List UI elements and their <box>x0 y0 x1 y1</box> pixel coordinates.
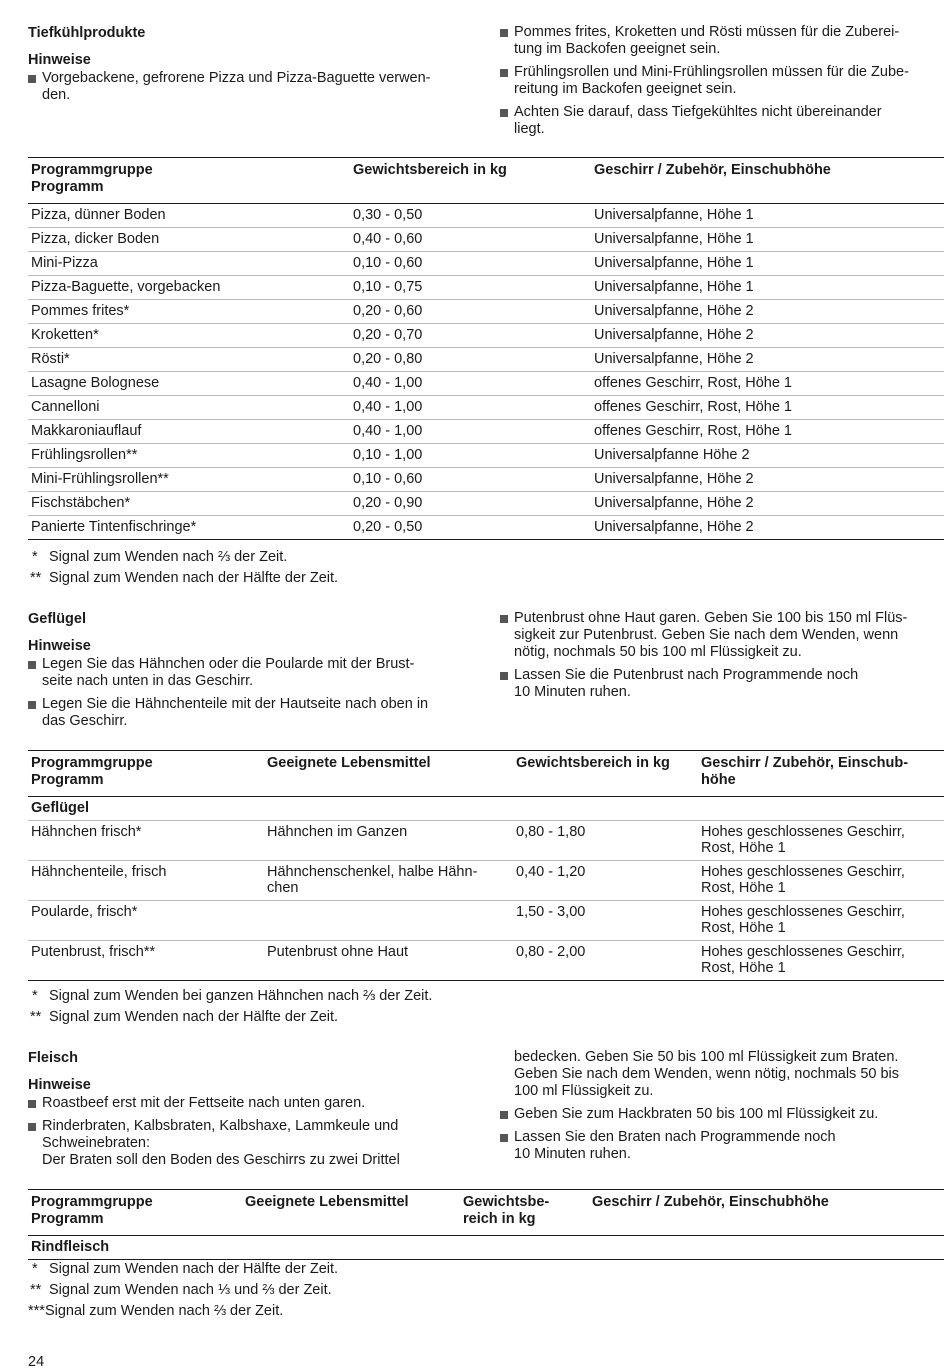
bullet-square-icon <box>28 75 36 83</box>
table-cell: 0,10 - 1,00 <box>350 444 591 468</box>
footnotes <box>28 1261 338 1324</box>
table-cell: Universalpfanne, Höhe 2 <box>591 468 944 492</box>
column-header: Geschirr / Zubehör, Einschubhöhe <box>589 1190 944 1236</box>
table-row <box>28 444 944 468</box>
table-cell: Mini-Frühlingsrollen** <box>28 468 350 492</box>
frozen-products-table <box>28 157 944 540</box>
table-cell: offenes Geschirr, Rost, Höhe 1 <box>591 420 944 444</box>
table-cell: Hähnchen frisch* <box>28 821 264 861</box>
footnote <box>28 1261 338 1278</box>
table-cell: Makkaroniauflauf <box>28 420 350 444</box>
table-cell: 0,10 - 0,60 <box>350 252 591 276</box>
footnote-marker: * <box>32 988 38 1004</box>
table-cell: Pizza, dicker Boden <box>28 228 350 252</box>
hint-item <box>500 1106 945 1123</box>
column-header: Geschirr / Zubehör, Einschub- höhe <box>698 751 944 797</box>
hint-item <box>28 70 468 104</box>
frozen-hints-left <box>28 24 468 110</box>
bullet-square-icon <box>28 1100 36 1108</box>
hint-text: Vorgebackene, gefrorene Pizza und Pizza-Baguette verwen- den. <box>42 70 431 103</box>
footnote-marker: ** <box>30 1009 42 1025</box>
table-cell: 1,50 - 3,00 <box>513 901 698 941</box>
hint-text: Pommes frites, Kroketten und Rösti müssen für die Zuberei- tung im Backofen geeignet sein. <box>514 24 900 57</box>
hint-text: Putenbrust ohne Haut garen. Geben Sie 100 bis 150 ml Flüs- sigkeit zur Putenbrust. Geben Sie nach dem Wenden, wenn nötig, nochmals 50 bis 100 ml Flüssigkeit zu. <box>514 610 908 660</box>
column-header: Gewichtsbereich in kg <box>513 751 698 797</box>
table-cell: 0,40 - 0,60 <box>350 228 591 252</box>
table-cell: 0,10 - 0,60 <box>350 468 591 492</box>
table-cell: Universalpfanne Höhe 2 <box>591 444 944 468</box>
hint-item <box>500 24 945 58</box>
footnote-text: Signal zum Wenden nach ⅔ der Zeit. <box>49 549 288 565</box>
column-header: Programmgruppe Programm <box>28 158 350 204</box>
table-cell: Hohes geschlossenes Geschirr, Rost, Höhe 1 <box>698 861 944 901</box>
footnotes <box>28 549 338 591</box>
hint-item <box>500 64 945 98</box>
footnote <box>28 988 432 1005</box>
group-row <box>28 797 944 821</box>
table-row <box>28 228 944 252</box>
meat-hints-right <box>500 1049 945 1169</box>
footnote-text: Signal zum Wenden bei ganzen Hähnchen nach ⅔ der Zeit. <box>49 988 433 1004</box>
table-cell: 0,10 - 0,75 <box>350 276 591 300</box>
table-cell: 0,20 - 0,90 <box>350 492 591 516</box>
hint-item <box>28 696 468 730</box>
section-title: Geflügel <box>28 611 87 627</box>
group-label: Geflügel <box>28 797 944 821</box>
table-cell: 0,20 - 0,50 <box>350 516 591 540</box>
hint-list <box>28 70 468 104</box>
hint-text: Roastbeef erst mit der Fettseite nach unten garen. <box>42 1095 366 1111</box>
table-cell: Kroketten* <box>28 324 350 348</box>
table-cell: 0,40 - 1,00 <box>350 372 591 396</box>
hint-list <box>28 1095 468 1169</box>
column-header: Gewichtsbe- reich in kg <box>460 1190 589 1236</box>
poultry-table <box>28 750 944 981</box>
table-cell: Universalpfanne, Höhe 1 <box>591 276 944 300</box>
footnote-text: Signal zum Wenden nach ⅓ und ⅔ der Zeit. <box>49 1282 332 1298</box>
table-cell: Poularde, frisch* <box>28 901 264 941</box>
column-header: Programmgruppe Programm <box>28 1190 242 1236</box>
table-cell: 0,40 - 1,00 <box>350 420 591 444</box>
table-row <box>28 492 944 516</box>
table-cell: Hähnchen im Ganzen <box>264 821 513 861</box>
table-row <box>28 252 944 276</box>
group-label: Rindfleisch <box>28 1236 944 1260</box>
poultry-hints-left <box>28 610 468 736</box>
table-row <box>28 276 944 300</box>
bullet-square-icon <box>500 1134 508 1142</box>
bullet-square-icon <box>28 1123 36 1131</box>
table-cell: 0,30 - 0,50 <box>350 204 591 228</box>
table-cell: Hohes geschlossenes Geschirr, Rost, Höhe 1 <box>698 901 944 941</box>
footnote-text: Signal zum Wenden nach der Hälfte der Zeit. <box>49 570 339 586</box>
footnotes <box>28 988 432 1030</box>
table-cell: Rösti* <box>28 348 350 372</box>
table-cell: Putenbrust, frisch** <box>28 941 264 981</box>
bullet-square-icon <box>500 1111 508 1119</box>
footnote <box>28 1009 432 1026</box>
table-cell: 0,40 - 1,20 <box>513 861 698 901</box>
table-cell: Hohes geschlossenes Geschirr, Rost, Höhe 1 <box>698 941 944 981</box>
table-cell: Universalpfanne, Höhe 2 <box>591 300 944 324</box>
table-cell: Hähnchenschenkel, halbe Hähn- chen <box>264 861 513 901</box>
table-row <box>28 901 944 941</box>
table-cell: 0,20 - 0,80 <box>350 348 591 372</box>
hint-text: Rinderbraten, Kalbsbraten, Kalbshaxe, Lammkeule und Schweinebraten: Der Braten soll den Boden des Geschirrs zu zwei Drittel <box>42 1118 400 1168</box>
table-row <box>28 516 944 540</box>
table-cell: 0,40 - 1,00 <box>350 396 591 420</box>
hint-text: Geben Sie zum Hackbraten 50 bis 100 ml Flüssigkeit zu. <box>514 1106 879 1122</box>
table-row <box>28 468 944 492</box>
table-cell: offenes Geschirr, Rost, Höhe 1 <box>591 372 944 396</box>
table-cell: Universalpfanne, Höhe 1 <box>591 252 944 276</box>
hint-item <box>28 1095 468 1112</box>
table-row <box>28 821 944 861</box>
table-cell: Pizza, dünner Boden <box>28 204 350 228</box>
footnote-text: Signal zum Wenden nach der Hälfte der Zeit. <box>49 1261 339 1277</box>
table-cell: Universalpfanne, Höhe 2 <box>591 348 944 372</box>
hint-text: Legen Sie das Hähnchen oder die Poularde mit der Brust- seite nach unten in das Geschirr. <box>42 656 415 689</box>
table-row <box>28 861 944 901</box>
table-cell: Frühlingsrollen** <box>28 444 350 468</box>
table-cell: Universalpfanne, Höhe 1 <box>591 204 944 228</box>
table-cell: Fischstäbchen* <box>28 492 350 516</box>
table-cell: Panierte Tintenfischringe* <box>28 516 350 540</box>
poultry-hints-right <box>500 610 945 707</box>
bullet-square-icon <box>500 29 508 37</box>
bullet-square-icon <box>500 672 508 680</box>
table-cell: 0,80 - 2,00 <box>513 941 698 981</box>
column-header: Geschirr / Zubehör, Einschubhöhe <box>591 158 944 204</box>
hint-item <box>500 610 945 661</box>
footnote <box>28 549 338 566</box>
table-cell: offenes Geschirr, Rost, Höhe 1 <box>591 396 944 420</box>
page-number: 24 <box>28 1354 45 1370</box>
hint-item <box>28 656 468 690</box>
table-row <box>28 348 944 372</box>
column-header: Geeignete Lebensmittel <box>264 751 513 797</box>
table-row <box>28 204 944 228</box>
table-row <box>28 420 944 444</box>
footnote-marker: ** <box>30 1282 42 1298</box>
hint-list <box>500 610 945 701</box>
table-cell: 0,20 - 0,70 <box>350 324 591 348</box>
footnote <box>28 1282 338 1299</box>
table-row <box>28 324 944 348</box>
hint-list <box>500 1106 945 1163</box>
hint-list <box>500 24 945 138</box>
table-row <box>28 396 944 420</box>
hint-list <box>28 656 468 730</box>
hint-item <box>500 667 945 701</box>
bullet-square-icon <box>28 661 36 669</box>
hint-text: Lassen Sie den Braten nach Programmende noch 10 Minuten ruhen. <box>514 1129 836 1162</box>
hint-text: Achten Sie darauf, dass Tiefgekühltes nicht übereinander liegt. <box>514 104 882 137</box>
hint-item <box>500 1129 945 1163</box>
column-header: Gewichtsbereich in kg <box>350 158 591 204</box>
table-cell: Pizza-Baguette, vorgebacken <box>28 276 350 300</box>
hints-heading: Hinweise <box>28 1077 91 1093</box>
hints-heading: Hinweise <box>28 52 91 68</box>
section-title: Fleisch <box>28 1050 78 1066</box>
table-cell: Universalpfanne, Höhe 2 <box>591 324 944 348</box>
table-cell: 0,20 - 0,60 <box>350 300 591 324</box>
meat-table <box>28 1189 944 1260</box>
table-row <box>28 372 944 396</box>
table-cell <box>264 901 513 941</box>
footnote-marker: * <box>32 549 38 565</box>
table-cell: Hähnchenteile, frisch <box>28 861 264 901</box>
table-cell: Mini-Pizza <box>28 252 350 276</box>
meat-hints-left <box>28 1049 468 1175</box>
table-row <box>28 941 944 981</box>
bullet-square-icon <box>28 701 36 709</box>
bullet-square-icon <box>500 109 508 117</box>
footnote <box>28 570 338 587</box>
footnote-marker: ** <box>30 570 42 586</box>
hints-heading: Hinweise <box>28 638 91 654</box>
section-title: Tiefkühlprodukte <box>28 25 146 41</box>
column-header: Geeignete Lebensmittel <box>242 1190 460 1236</box>
bullet-square-icon <box>500 69 508 77</box>
table-cell: Lasagne Bolognese <box>28 372 350 396</box>
table-cell: 0,80 - 1,80 <box>513 821 698 861</box>
footnote-marker: * <box>32 1261 38 1277</box>
hint-text: Legen Sie die Hähnchenteile mit der Hautseite nach oben in das Geschirr. <box>42 696 429 729</box>
hint-text: Lassen Sie die Putenbrust nach Programmende noch 10 Minuten ruhen. <box>514 667 859 700</box>
footnote-text: Signal zum Wenden nach ⅔ der Zeit. <box>44 1303 284 1319</box>
table-row <box>28 300 944 324</box>
hint-text: Frühlingsrollen und Mini-Frühlingsrollen müssen für die Zube- reitung im Backofen geeignet sein. <box>514 64 909 97</box>
table-cell: Putenbrust ohne Haut <box>264 941 513 981</box>
table-cell: Universalpfanne, Höhe 1 <box>591 228 944 252</box>
table-cell: Universalpfanne, Höhe 2 <box>591 516 944 540</box>
table-cell: Hohes geschlossenes Geschirr, Rost, Höhe 1 <box>698 821 944 861</box>
group-row <box>28 1236 944 1260</box>
table-cell: Cannelloni <box>28 396 350 420</box>
hint-item <box>28 1118 468 1169</box>
hint-item <box>500 104 945 138</box>
footnote <box>28 1303 338 1320</box>
footnote-text: Signal zum Wenden nach der Hälfte der Zeit. <box>49 1009 339 1025</box>
table-cell: Universalpfanne, Höhe 2 <box>591 492 944 516</box>
frozen-hints-right <box>500 24 945 144</box>
bullet-square-icon <box>500 615 508 623</box>
hint-continuation: bedecken. Geben Sie 50 bis 100 ml Flüssigkeit zum Braten. Geben Sie nach dem Wenden, wenn nötig, nochmals 50 bis 100 ml Flüssigkeit zu. <box>514 1049 900 1099</box>
footnote-marker: *** <box>28 1303 45 1319</box>
table-cell: Pommes frites* <box>28 300 350 324</box>
column-header: Programmgruppe Programm <box>28 751 264 797</box>
